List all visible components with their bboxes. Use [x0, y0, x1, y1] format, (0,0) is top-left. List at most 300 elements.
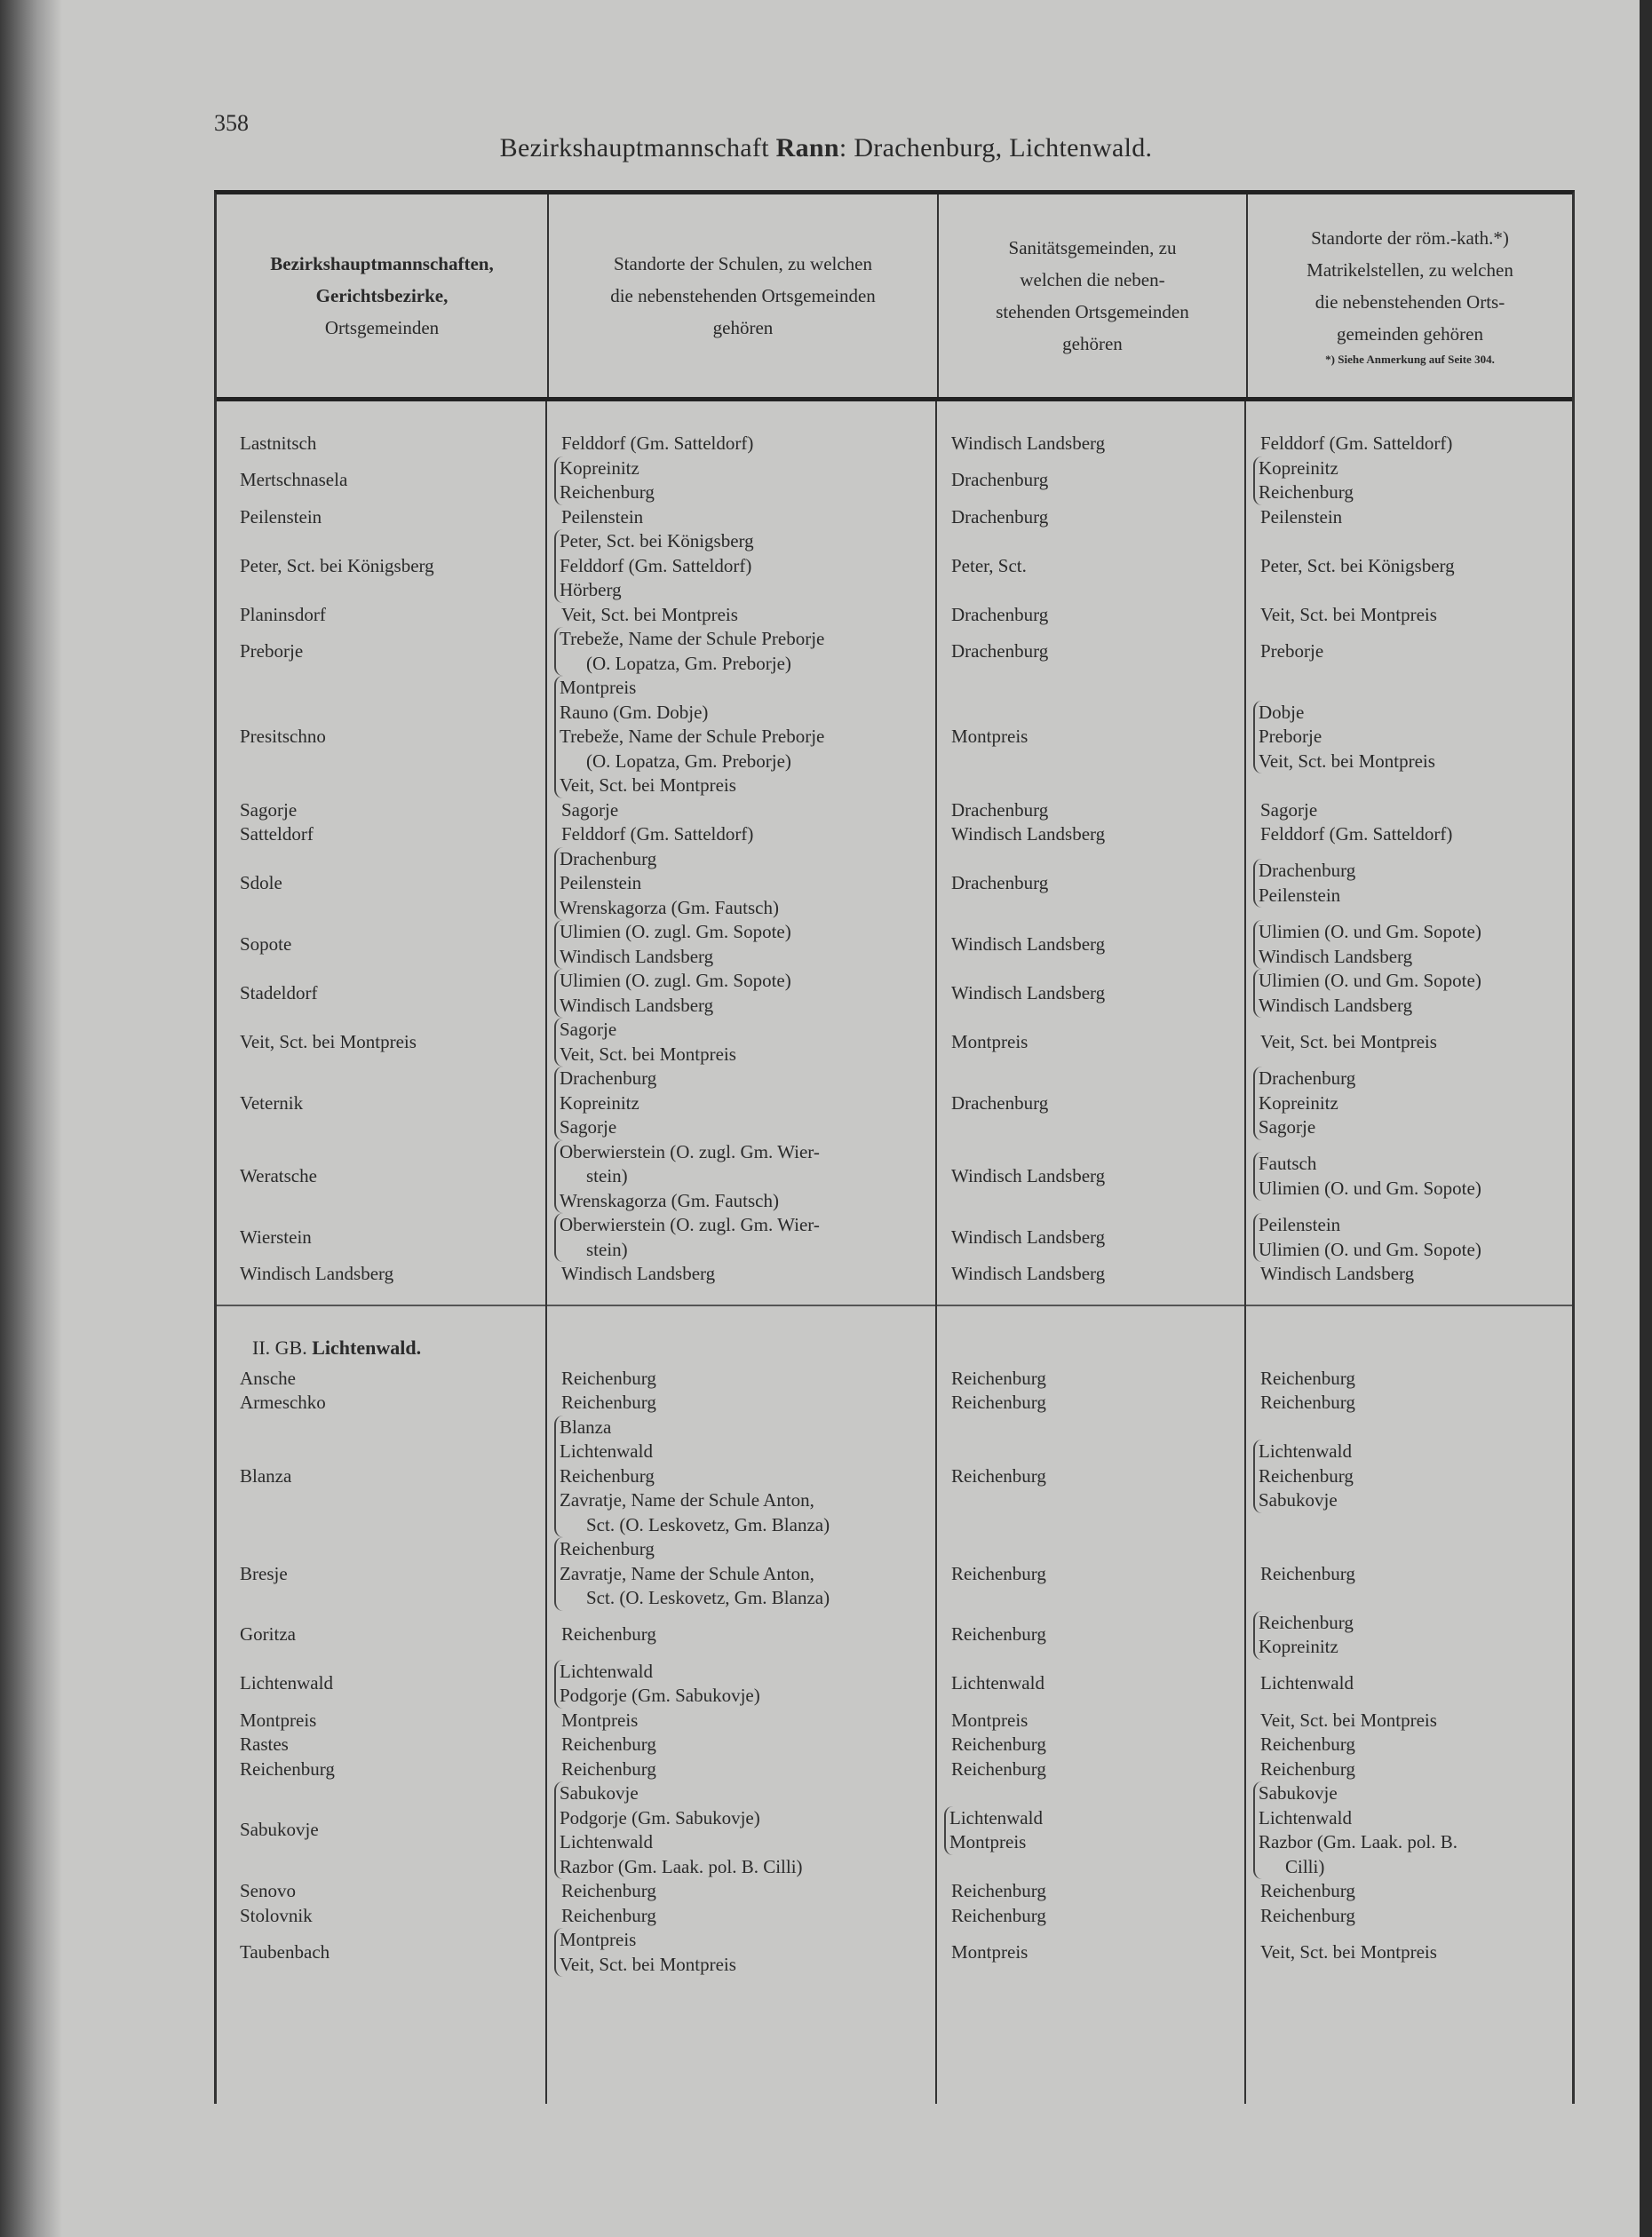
municipality-cell	[217, 1879, 547, 1904]
parish-entry: Drachenburg	[1259, 860, 1356, 882]
sanitary-entry: Reichenburg	[951, 1623, 1046, 1646]
parish-cell	[1246, 1416, 1572, 1538]
municipality-cell	[217, 1262, 547, 1287]
header-text: gehören	[712, 317, 774, 338]
title-bold: Rann	[775, 133, 839, 163]
municipality-cell	[217, 529, 547, 603]
school-entry: Reichenburg	[561, 1623, 656, 1646]
school-entry: (O. Lopatza, Gm. Preborje)	[586, 652, 791, 674]
sanitary-entry: Reichenburg	[951, 1562, 1046, 1584]
school-entry: Reichenburg	[561, 1880, 656, 1901]
school-cell	[547, 432, 937, 456]
parish-cell	[1246, 847, 1572, 921]
parish-entry: Reichenburg	[1260, 1367, 1355, 1389]
parish-entry: Lichtenwald	[1260, 1672, 1354, 1694]
sanitary-cell	[937, 969, 1246, 1018]
sanitary-cell	[937, 1611, 1246, 1660]
parish-cell	[1246, 1018, 1572, 1067]
municipality-cell	[217, 920, 547, 969]
school-entry: Sagorje	[561, 798, 619, 821]
school-cell	[547, 1611, 937, 1660]
school-entry: Drachenburg	[560, 1067, 657, 1089]
sanitary-cell	[937, 1660, 1246, 1709]
parish-cell	[1246, 969, 1572, 1018]
municipality-cell	[217, 969, 547, 1018]
municipality-name: Sopote	[240, 932, 292, 955]
municipality-name: Planinsdorf	[240, 603, 326, 625]
municipality-name: Sdole	[240, 872, 282, 893]
parish-entry: Preborje	[1260, 639, 1324, 662]
sanitary-entry: Drachenburg	[951, 505, 1049, 528]
municipality-cell	[217, 432, 547, 456]
school-entry: Razbor (Gm. Laak. pol. B. Cilli)	[560, 1855, 803, 1877]
sanitary-cell	[937, 1757, 1246, 1782]
header-text: gemeinden gehören	[1336, 323, 1484, 345]
page-title	[0, 133, 1652, 163]
parish-entry: Veit, Sct. bei Montpreis	[1260, 1030, 1437, 1052]
municipality-cell	[217, 1660, 547, 1709]
school-entry: Ulimien (O. zugl. Gm. Sopote)	[560, 970, 791, 991]
parish-cell	[1246, 1879, 1572, 1904]
sanitary-cell	[937, 1928, 1246, 1977]
sanitary-entry: Montpreis	[951, 1030, 1029, 1052]
school-entry: Montpreis	[560, 677, 637, 698]
parish-entry: Reichenburg	[1260, 1904, 1355, 1926]
parish-cell	[1246, 529, 1572, 603]
municipality-name: Stolovnik	[240, 1904, 313, 1926]
school-entry: stein)	[586, 1238, 628, 1260]
school-cell	[547, 1928, 937, 1977]
sanitary-cell	[937, 1391, 1246, 1416]
municipality-cell	[217, 676, 547, 798]
parish-entry: Reichenburg	[1260, 1757, 1355, 1780]
scan-edge	[1640, 0, 1652, 2237]
sanitary-cell	[937, 1067, 1246, 1140]
school-entry: (O. Lopatza, Gm. Preborje)	[586, 750, 791, 772]
parish-cell	[1246, 603, 1572, 628]
sanitary-cell	[937, 432, 1246, 456]
sanitary-cell	[937, 1537, 1246, 1611]
school-entry: Reichenburg	[561, 1733, 656, 1755]
municipality-name: Peter, Sct. bei Königsberg	[240, 554, 434, 576]
parish-cell	[1246, 1709, 1572, 1733]
parish-entry: Ulimien (O. und Gm. Sopote)	[1259, 1177, 1481, 1199]
school-entry: Veit, Sct. bei Montpreis	[560, 1953, 736, 1975]
section-heading	[217, 1333, 1572, 1367]
sanitary-cell	[937, 1733, 1246, 1757]
parish-entry: Sabukovje	[1259, 1782, 1338, 1804]
school-entry: Reichenburg	[561, 1392, 656, 1413]
parish-entry: Drachenburg	[1259, 1067, 1356, 1089]
header-text: Sanitätsgemeinden, zu	[1008, 237, 1177, 258]
municipality-cell	[217, 1416, 547, 1538]
municipality-name: Armeschko	[240, 1392, 326, 1413]
municipality-name: Bresje	[240, 1562, 288, 1584]
school-entry: Veit, Sct. bei Montpreis	[561, 603, 738, 625]
school-cell	[547, 1140, 937, 1214]
school-cell	[547, 1709, 937, 1733]
parish-cell	[1246, 1213, 1572, 1262]
school-entry: Reichenburg	[560, 1464, 655, 1487]
municipality-cell	[217, 822, 547, 847]
school-entry: Kopreinitz	[560, 456, 639, 479]
header-text: Standorte der röm.-kath.*)	[1311, 227, 1509, 249]
parish-cell	[1246, 676, 1572, 798]
municipality-name: Taubenbach	[240, 1940, 330, 1963]
sanitary-cell	[937, 1213, 1246, 1262]
parish-entry: Windisch Landsberg	[1260, 1263, 1415, 1284]
parish-entry: Reichenburg	[1260, 1733, 1355, 1755]
sanitary-entry: Reichenburg	[951, 1392, 1046, 1413]
parish-cell	[1246, 822, 1572, 847]
sanitary-cell	[937, 627, 1246, 676]
parish-entry: Sabukovje	[1259, 1489, 1338, 1511]
sanitary-entry: Lichtenwald	[949, 1806, 1043, 1828]
parish-cell	[1246, 1537, 1572, 1611]
school-entry: Reichenburg	[561, 1367, 656, 1389]
municipality-name: Peilenstein	[240, 505, 322, 528]
header-text: Bezirkshauptmannschaften,	[270, 253, 494, 274]
parish-entry: Reichenburg	[1260, 1880, 1355, 1901]
school-entry: Oberwierstein (O. zugl. Gm. Wier-	[560, 1140, 820, 1162]
sanitary-entry: Lichtenwald	[951, 1672, 1044, 1694]
municipality-name: Ansche	[240, 1367, 296, 1389]
municipality-cell	[217, 505, 547, 530]
sanitary-entry: Windisch Landsberg	[951, 1165, 1106, 1186]
header-col-municipalities	[217, 194, 547, 397]
municipality-name: Mertschnasela	[240, 469, 348, 491]
municipality-cell	[217, 1067, 547, 1140]
sanitary-cell	[937, 1904, 1246, 1929]
school-entry: Lichtenwald	[560, 1660, 653, 1682]
school-cell	[547, 1781, 937, 1879]
header-text: Matrikelstellen, zu welchen	[1307, 259, 1513, 281]
school-cell	[547, 847, 937, 921]
parish-cell	[1246, 432, 1572, 456]
school-entry: Veit, Sct. bei Montpreis	[560, 774, 736, 796]
sanitary-entry: Reichenburg	[951, 1904, 1046, 1926]
header-text: Gerichtsbezirke,	[315, 285, 449, 306]
parish-entry: Fautsch	[1259, 1153, 1317, 1175]
header-text: die nebenstehenden Ortsgemeinden	[610, 285, 876, 306]
parish-cell	[1246, 1067, 1572, 1140]
school-entry: Reichenburg	[560, 1538, 655, 1559]
parish-cell	[1246, 1733, 1572, 1757]
parish-entry: Felddorf (Gm. Satteldorf)	[1260, 823, 1453, 845]
sanitary-cell	[937, 1416, 1246, 1538]
sanitary-entry: Drachenburg	[951, 872, 1049, 893]
parish-entry: Windisch Landsberg	[1259, 945, 1413, 967]
sanitary-entry: Drachenburg	[951, 603, 1049, 625]
school-entry: Wrenskagorza (Gm. Fautsch)	[560, 896, 779, 918]
sanitary-entry: Reichenburg	[951, 1757, 1046, 1780]
parish-cell	[1246, 1757, 1572, 1782]
header-col-parish	[1246, 194, 1572, 397]
school-entry: Sagorje	[560, 1019, 617, 1040]
municipality-cell	[217, 456, 547, 505]
parish-entry: Reichenburg	[1259, 1464, 1354, 1487]
municipality-name: Satteldorf	[240, 823, 314, 845]
municipality-cell	[217, 1018, 547, 1067]
header-text: Standorte der Schulen, zu welchen	[614, 253, 872, 274]
school-cell	[547, 1262, 937, 1287]
school-entry: Montpreis	[560, 1929, 637, 1950]
municipality-name: Veit, Sct. bei Montpreis	[240, 1030, 417, 1052]
header-col-sanitary	[937, 194, 1246, 397]
school-entry: Ulimien (O. zugl. Gm. Sopote)	[560, 921, 791, 942]
school-entry: Felddorf (Gm. Satteldorf)	[560, 554, 752, 576]
municipality-name: Lastnitsch	[240, 432, 317, 454]
municipality-cell	[217, 1781, 547, 1879]
sanitary-entry: Windisch Landsberg	[951, 823, 1106, 845]
sanitary-cell	[937, 1140, 1246, 1214]
sanitary-cell	[937, 1367, 1246, 1392]
municipality-cell	[217, 1611, 547, 1660]
parish-entry: Ulimien (O. und Gm. Sopote)	[1259, 921, 1481, 942]
municipality-cell	[217, 1709, 547, 1733]
school-entry: Trebeže, Name der Schule Preborje	[560, 628, 825, 649]
parish-cell	[1246, 627, 1572, 676]
municipality-cell	[217, 1140, 547, 1214]
sanitary-cell	[937, 505, 1246, 530]
sanitary-cell	[937, 1709, 1246, 1733]
school-entry: Zavratje, Name der Schule Anton,	[560, 1562, 814, 1584]
directory-table	[214, 190, 1575, 2104]
sanitary-entry: Drachenburg	[951, 639, 1049, 662]
municipality-name: Goritza	[240, 1623, 296, 1646]
school-cell	[547, 969, 937, 1018]
sanitary-cell	[937, 1781, 1246, 1879]
municipality-name: Preborje	[240, 639, 304, 662]
sanitary-entry: Peter, Sct.	[951, 554, 1027, 576]
school-entry: Reichenburg	[560, 481, 655, 503]
parish-entry: Razbor (Gm. Laak. pol. B.	[1259, 1831, 1457, 1852]
sanitary-entry: Montpreis	[951, 1940, 1029, 1963]
school-entry: Kopreinitz	[560, 1091, 639, 1114]
sanitary-entry: Drachenburg	[951, 798, 1049, 821]
parish-entry: Peilenstein	[1260, 505, 1343, 528]
parish-entry: Reichenburg	[1259, 481, 1354, 503]
parish-cell	[1246, 1367, 1572, 1392]
municipality-cell	[217, 1391, 547, 1416]
sanitary-entry: Montpreis	[949, 1831, 1027, 1852]
municipality-name: Presitschno	[240, 726, 326, 747]
parish-cell	[1246, 920, 1572, 969]
municipality-name: Veternik	[240, 1091, 304, 1114]
table-body	[217, 401, 1572, 1995]
parish-entry: Cilli)	[1285, 1855, 1325, 1877]
parish-entry: Reichenburg	[1259, 1611, 1354, 1633]
municipality-name: Lichtenwald	[240, 1672, 333, 1694]
sanitary-entry: Reichenburg	[951, 1733, 1046, 1755]
school-cell	[547, 627, 937, 676]
school-cell	[547, 1067, 937, 1140]
sanitary-cell	[937, 1018, 1246, 1067]
header-text: die nebenstehenden Orts-	[1314, 291, 1505, 313]
school-cell	[547, 529, 937, 603]
school-entry: Drachenburg	[560, 847, 657, 869]
parish-cell	[1246, 1140, 1572, 1214]
municipality-cell	[217, 627, 547, 676]
school-cell	[547, 603, 937, 628]
sanitary-cell	[937, 847, 1246, 921]
header-text: Ortsgemeinden	[324, 317, 440, 338]
sanitary-cell	[937, 603, 1246, 628]
parish-entry: Reichenburg	[1260, 1392, 1355, 1413]
school-entry: Lichtenwald	[560, 1440, 653, 1462]
title-prefix: Bezirkshauptmannschaft	[499, 133, 776, 163]
sanitary-entry: Windisch Landsberg	[951, 981, 1106, 1003]
school-cell	[547, 1537, 937, 1611]
parish-entry: Preborje	[1259, 726, 1322, 747]
sanitary-entry: Windisch Landsberg	[951, 432, 1106, 454]
sanitary-entry: Windisch Landsberg	[951, 1263, 1106, 1284]
parish-entry: Felddorf (Gm. Satteldorf)	[1260, 432, 1453, 454]
school-entry: Hörberg	[560, 579, 622, 600]
school-cell	[547, 1757, 937, 1782]
school-entry: Peter, Sct. bei Königsberg	[560, 530, 754, 551]
municipality-cell	[217, 847, 547, 921]
table-section	[217, 401, 1572, 1305]
section-heading-bold: Lichtenwald.	[312, 1336, 422, 1359]
school-entry: stein)	[586, 1165, 628, 1186]
sanitary-entry: Montpreis	[951, 1709, 1029, 1731]
school-entry: Zavratje, Name der Schule Anton,	[560, 1489, 814, 1511]
parish-cell	[1246, 505, 1572, 530]
header-text: welchen die neben-	[1020, 269, 1165, 290]
municipality-name: Weratsche	[240, 1165, 317, 1186]
school-cell	[547, 456, 937, 505]
sanitary-entry: Montpreis	[951, 726, 1029, 747]
municipality-cell	[217, 1733, 547, 1757]
parish-cell	[1246, 1781, 1572, 1879]
municipality-name: Wierstein	[240, 1226, 312, 1248]
school-entry: Sagorje	[560, 1116, 617, 1138]
table-section	[217, 1305, 1572, 1995]
parish-entry: Sagorje	[1260, 798, 1318, 821]
municipality-name: Senovo	[240, 1880, 296, 1901]
school-entry: Oberwierstein (O. zugl. Gm. Wier-	[560, 1214, 820, 1235]
school-entry: Trebeže, Name der Schule Preborje	[560, 726, 825, 747]
municipality-cell	[217, 1928, 547, 1977]
parish-entry: Dobje	[1259, 701, 1305, 723]
school-entry: Sct. (O. Leskovetz, Gm. Blanza)	[586, 1513, 830, 1535]
school-entry: Lichtenwald	[560, 1831, 653, 1852]
parish-cell	[1246, 456, 1572, 505]
sanitary-cell	[937, 1879, 1246, 1904]
parish-entry: Ulimien (O. und Gm. Sopote)	[1259, 1238, 1481, 1260]
school-entry: Veit, Sct. bei Montpreis	[560, 1043, 736, 1065]
sanitary-entry: Drachenburg	[951, 1091, 1049, 1114]
header-footnote: *) Siehe Anmerkung auf Seite 304.	[1325, 353, 1495, 366]
municipality-cell	[217, 798, 547, 823]
municipality-name: Stadeldorf	[240, 981, 318, 1003]
school-cell	[547, 1391, 937, 1416]
municipality-cell	[217, 603, 547, 628]
school-cell	[547, 822, 937, 847]
sanitary-entry: Reichenburg	[951, 1367, 1046, 1389]
school-entry: Podgorje (Gm. Sabukovje)	[560, 1806, 760, 1828]
parish-cell	[1246, 1928, 1572, 1977]
parish-entry: Veit, Sct. bei Montpreis	[1260, 1940, 1437, 1963]
sanitary-cell	[937, 529, 1246, 603]
parish-entry: Kopreinitz	[1259, 1091, 1338, 1114]
sanitary-cell	[937, 798, 1246, 823]
municipality-name: Blanza	[240, 1464, 292, 1487]
sanitary-cell	[937, 822, 1246, 847]
school-cell	[547, 1879, 937, 1904]
scan-binding-shadow	[0, 0, 62, 2237]
parish-entry: Windisch Landsberg	[1259, 994, 1413, 1016]
school-entry: Sabukovje	[560, 1782, 639, 1804]
school-cell	[547, 1367, 937, 1392]
municipality-name: Reichenburg	[240, 1757, 335, 1780]
parish-entry: Sagorje	[1259, 1116, 1316, 1138]
parish-cell	[1246, 1904, 1572, 1929]
school-cell	[547, 1733, 937, 1757]
school-entry: Rauno (Gm. Dobje)	[560, 701, 709, 723]
school-cell	[547, 1018, 937, 1067]
school-entry: Wrenskagorza (Gm. Fautsch)	[560, 1189, 779, 1211]
school-cell	[547, 1904, 937, 1929]
school-cell	[547, 505, 937, 530]
parish-cell	[1246, 1391, 1572, 1416]
school-entry: Sct. (O. Leskovetz, Gm. Blanza)	[586, 1587, 830, 1608]
municipality-name: Montpreis	[240, 1709, 317, 1731]
title-suffix: : Drachenburg, Lichtenwald.	[838, 133, 1153, 163]
header-text: stehenden Ortsgemeinden	[996, 301, 1189, 322]
municipality-cell	[217, 1757, 547, 1782]
school-cell	[547, 798, 937, 823]
school-entry: Montpreis	[561, 1709, 639, 1731]
sanitary-entry: Windisch Landsberg	[951, 932, 1106, 955]
sanitary-entry: Windisch Landsberg	[951, 1226, 1106, 1248]
parish-entry: Kopreinitz	[1259, 456, 1338, 479]
sanitary-entry: Drachenburg	[951, 469, 1049, 491]
school-entry: Felddorf (Gm. Satteldorf)	[561, 432, 754, 454]
municipality-cell	[217, 1904, 547, 1929]
school-cell	[547, 1213, 937, 1262]
sanitary-cell	[937, 676, 1246, 798]
parish-entry: Ulimien (O. und Gm. Sopote)	[1259, 970, 1481, 991]
school-entry: Peilenstein	[560, 872, 642, 893]
parish-entry: Lichtenwald	[1259, 1806, 1352, 1828]
school-entry: Blanza	[560, 1416, 612, 1438]
sanitary-entry: Reichenburg	[951, 1880, 1046, 1901]
parish-entry: Peter, Sct. bei Königsberg	[1260, 554, 1455, 576]
municipality-cell	[217, 1537, 547, 1611]
parish-cell	[1246, 1262, 1572, 1287]
page-number: 358	[214, 110, 249, 136]
school-entry: Reichenburg	[561, 1904, 656, 1926]
school-entry: Windisch Landsberg	[560, 945, 714, 967]
sanitary-cell	[937, 920, 1246, 969]
school-entry: Windisch Landsberg	[560, 994, 714, 1016]
municipality-name: Sabukovje	[240, 1819, 319, 1841]
parish-entry: Veit, Sct. bei Montpreis	[1260, 603, 1437, 625]
parish-cell	[1246, 1660, 1572, 1709]
school-cell	[547, 1416, 937, 1538]
municipality-name: Rastes	[240, 1733, 289, 1755]
parish-entry: Veit, Sct. bei Montpreis	[1259, 750, 1435, 772]
municipality-name: Sagorje	[240, 798, 298, 821]
parish-entry: Peilenstein	[1259, 1214, 1341, 1235]
parish-entry: Lichtenwald	[1259, 1440, 1352, 1462]
municipality-cell	[217, 1213, 547, 1262]
school-entry: Windisch Landsberg	[561, 1263, 716, 1284]
school-entry: Reichenburg	[561, 1757, 656, 1780]
municipality-name: Windisch Landsberg	[240, 1263, 394, 1284]
